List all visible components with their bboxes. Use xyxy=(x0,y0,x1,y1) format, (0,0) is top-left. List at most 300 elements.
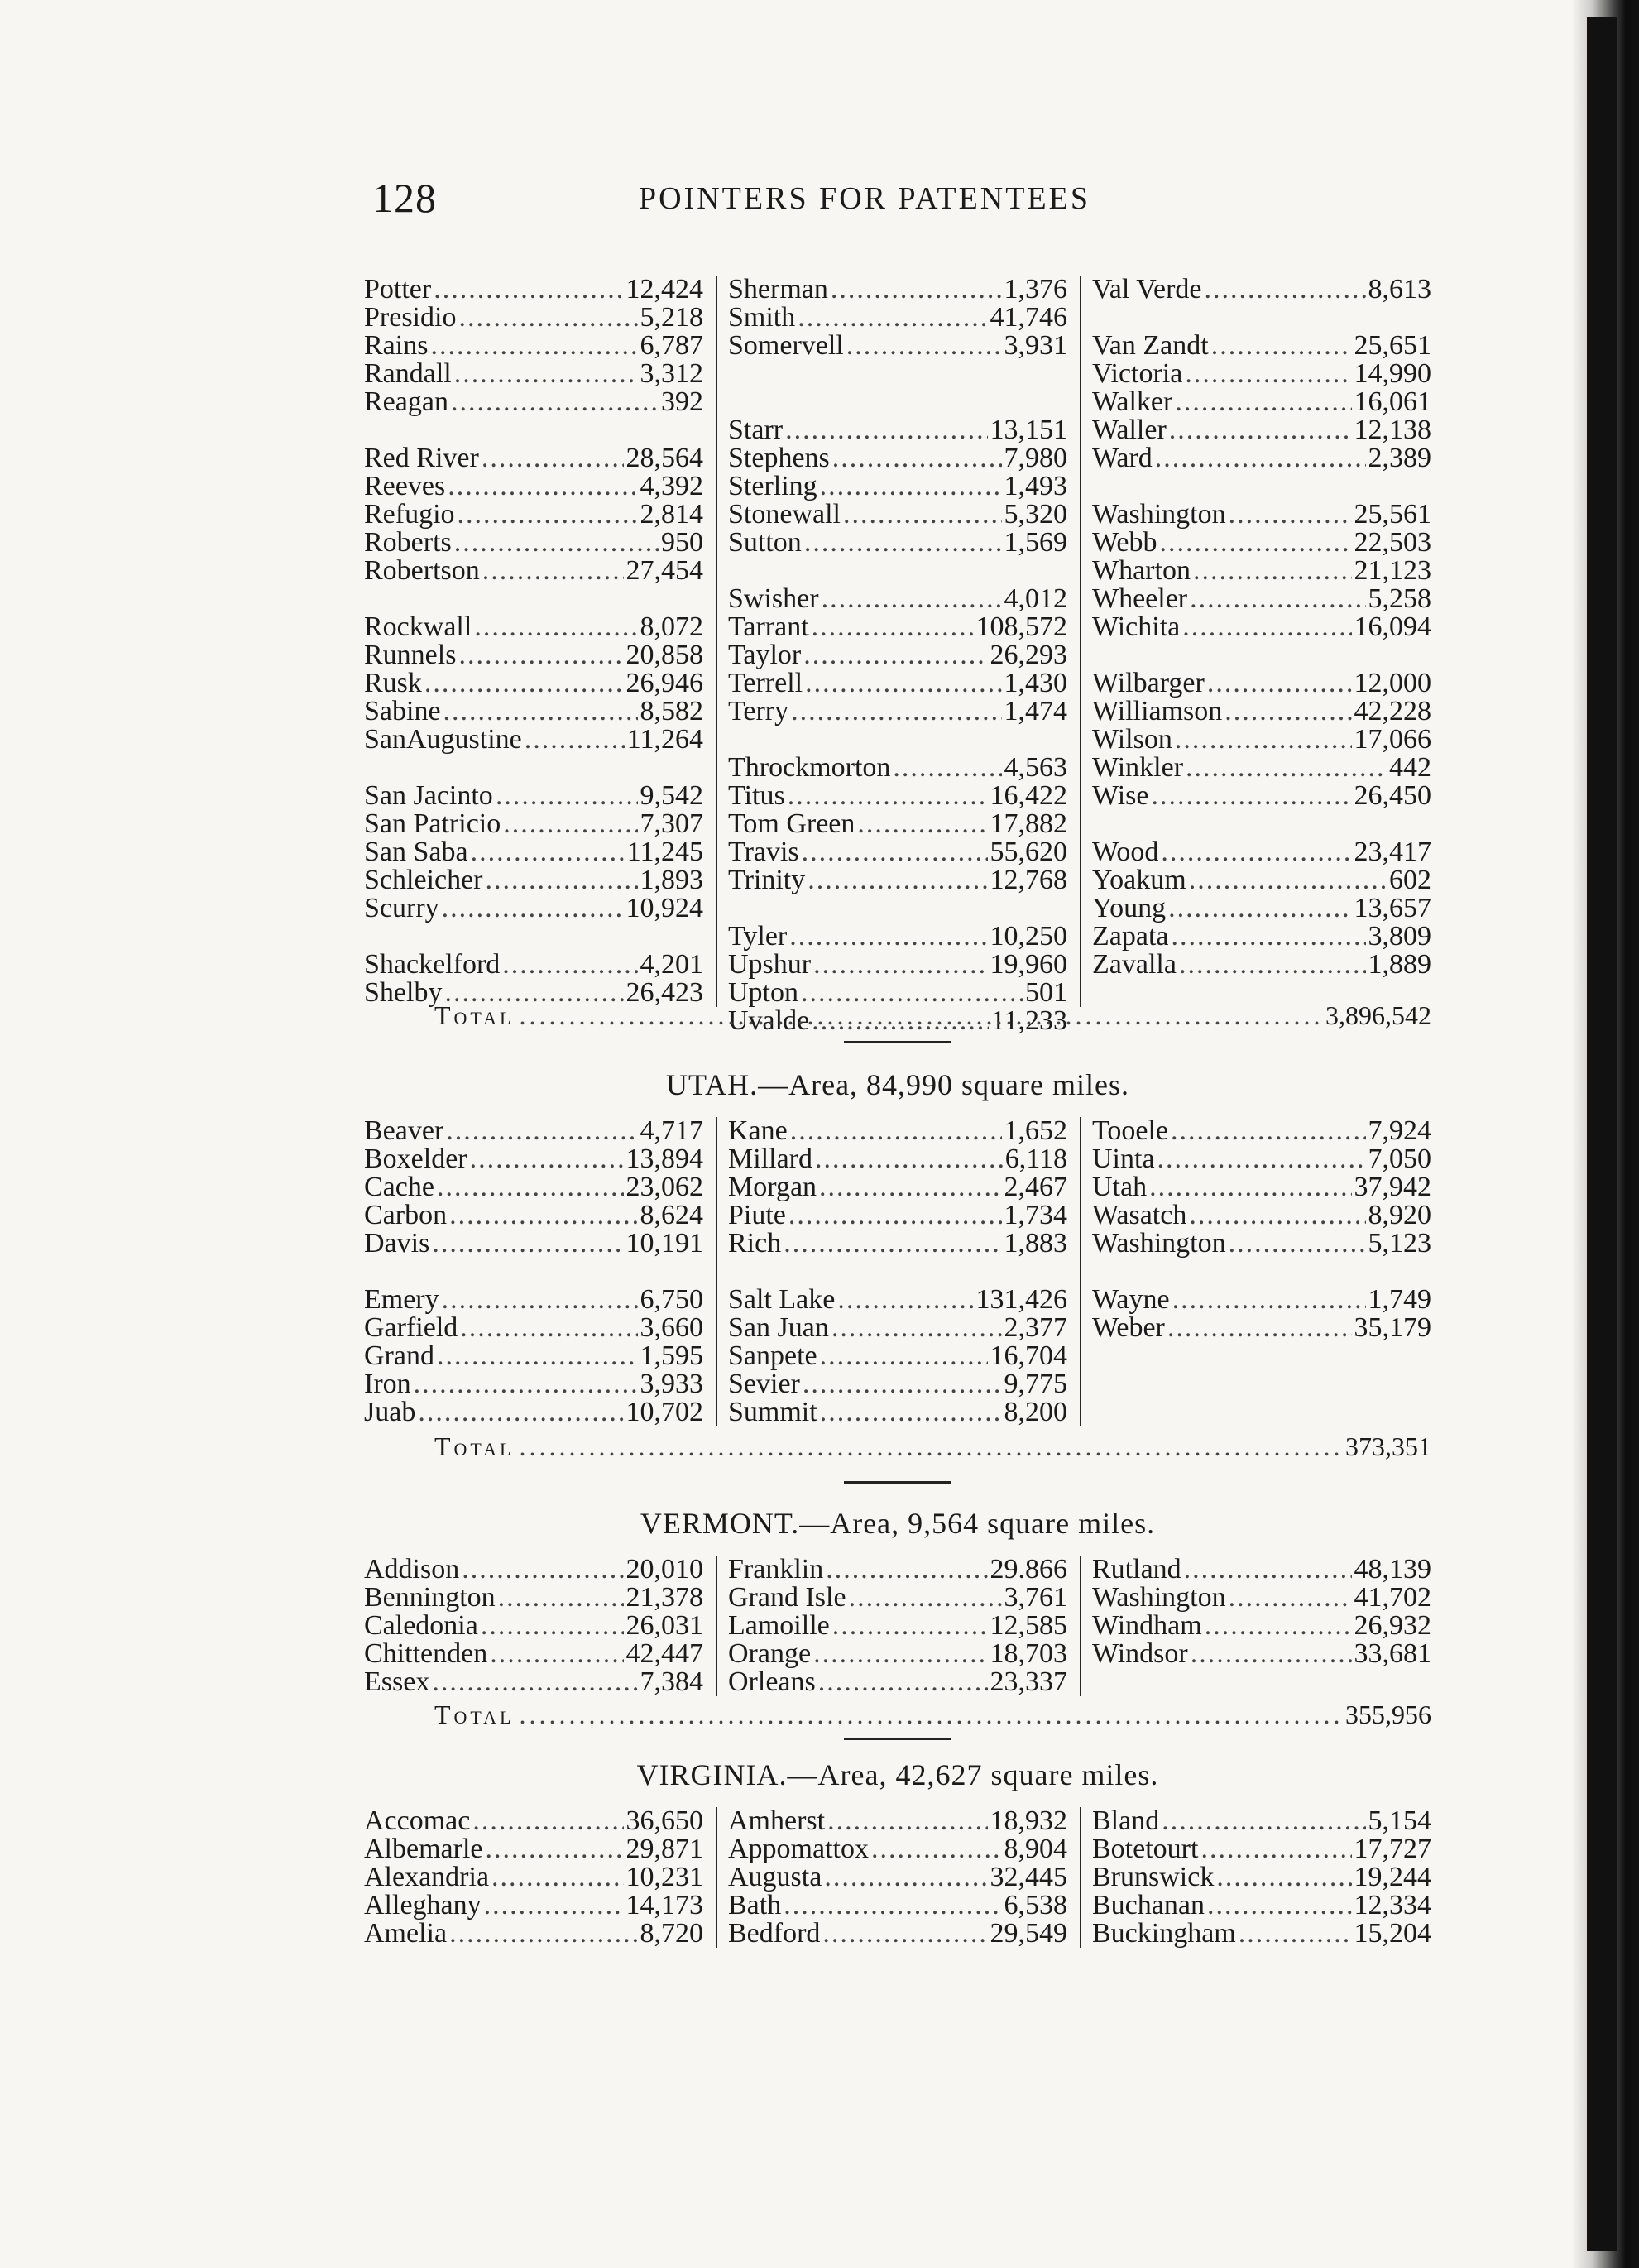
county-population: 17,882 xyxy=(990,808,1067,839)
county-population: 12,768 xyxy=(990,865,1067,895)
county-entry xyxy=(728,1201,1067,1230)
county-entry xyxy=(1092,754,1431,782)
row-gap xyxy=(728,1258,1067,1286)
leader-dots xyxy=(525,726,625,754)
leader-dots xyxy=(843,501,1002,529)
county-name: Robertson xyxy=(364,555,480,586)
county-name: Ward xyxy=(1092,443,1153,473)
county-population: 1,430 xyxy=(1004,668,1067,698)
county-name: Schleicher xyxy=(364,865,483,895)
county-entry xyxy=(1092,1556,1431,1584)
leader-dots xyxy=(1175,726,1352,754)
leader-dots xyxy=(824,1863,987,1892)
county-name: San Juan xyxy=(728,1312,829,1343)
county-name: Beaver xyxy=(364,1115,444,1146)
leader-dots xyxy=(1179,951,1366,979)
leader-dots xyxy=(1161,838,1351,866)
county-entry xyxy=(728,416,1067,444)
leader-dots xyxy=(1205,276,1366,304)
county-name: Iron xyxy=(364,1369,411,1399)
county-entry xyxy=(364,669,703,698)
county-population: 28,564 xyxy=(625,443,703,473)
leader-dots xyxy=(791,698,1001,726)
county-population: 3,931 xyxy=(1004,330,1067,361)
texas-column-1 xyxy=(364,276,703,1007)
county-name: Weber xyxy=(1092,1312,1165,1343)
leader-dots xyxy=(831,276,1002,304)
county-name: Shackelford xyxy=(364,949,501,980)
leader-dots xyxy=(1205,1612,1352,1640)
county-population: 602 xyxy=(1389,865,1431,895)
county-name: Smith xyxy=(728,302,796,333)
leader-dots xyxy=(486,866,638,894)
county-name: SanAugustine xyxy=(364,724,522,755)
leader-dots xyxy=(857,810,987,838)
texas-total-value: 3,896,542 xyxy=(1325,1000,1431,1030)
leader-dots xyxy=(1216,1863,1351,1892)
row-gap xyxy=(1092,304,1431,332)
county-population: 16,422 xyxy=(990,780,1067,811)
county-entry xyxy=(728,1398,1067,1426)
county-name: Emery xyxy=(364,1284,439,1315)
county-population: 1,376 xyxy=(1004,274,1067,304)
county-name: Yoakum xyxy=(1092,865,1186,895)
running-title: POINTERS FOR PATENTEES xyxy=(639,181,1091,216)
county-entry xyxy=(728,444,1067,472)
county-population: 37,942 xyxy=(1354,1172,1431,1202)
leader-dots xyxy=(832,1612,988,1640)
county-population: 22,503 xyxy=(1354,527,1431,558)
leader-dots xyxy=(1149,1173,1351,1201)
leader-dots xyxy=(1229,501,1352,529)
county-population: 18,932 xyxy=(990,1805,1067,1836)
county-name: Throckmorton xyxy=(728,752,891,783)
row-gap xyxy=(364,1258,703,1286)
county-name: Tyler xyxy=(728,921,788,952)
county-entry xyxy=(364,1286,703,1314)
column-divider xyxy=(716,276,717,1007)
county-name: Wheeler xyxy=(1092,583,1188,614)
county-population: 8,720 xyxy=(640,1918,703,1949)
virginia-column-1 xyxy=(364,1807,703,1948)
county-entry xyxy=(364,1556,703,1584)
county-name: Albemarle xyxy=(364,1834,483,1864)
leader-dots xyxy=(1190,585,1365,613)
county-name: Millard xyxy=(728,1144,812,1174)
county-population: 1,893 xyxy=(640,865,703,895)
county-name: San Patricio xyxy=(364,808,501,839)
leader-dots xyxy=(414,1370,638,1398)
texas-column-2 xyxy=(728,276,1067,1035)
county-name: Wasatch xyxy=(1092,1200,1187,1230)
county-name: Grand xyxy=(364,1340,434,1371)
utah-total-row xyxy=(434,1431,1431,1465)
county-entry xyxy=(728,1370,1067,1398)
row-gap xyxy=(364,416,703,444)
county-entry xyxy=(1092,416,1431,444)
county-entry xyxy=(728,1314,1067,1342)
county-population: 55,620 xyxy=(990,837,1067,867)
column-divider xyxy=(716,1807,717,1948)
county-entry xyxy=(1092,951,1431,979)
county-population: 3,761 xyxy=(1004,1582,1067,1613)
county-population: 18,703 xyxy=(990,1638,1067,1669)
county-population: 25,651 xyxy=(1354,330,1431,361)
county-entry xyxy=(1092,444,1431,472)
leader-dots xyxy=(1211,332,1352,360)
county-entry xyxy=(728,782,1067,810)
county-name: Upton xyxy=(728,977,798,1008)
county-population: 7,924 xyxy=(1368,1115,1431,1146)
leader-dots xyxy=(1229,1230,1366,1258)
county-name: Washington xyxy=(1092,499,1226,530)
county-population: 21,123 xyxy=(1354,555,1431,586)
vermont-column-1 xyxy=(364,1556,703,1696)
county-name: Shelby xyxy=(364,977,443,1008)
county-entry xyxy=(364,444,703,472)
county-name: Travis xyxy=(728,837,799,867)
leader-dots xyxy=(802,838,988,866)
virginia-heading: VIRGINIA.—Area, 42,627 square miles. xyxy=(636,1758,1159,1791)
county-entry xyxy=(728,669,1067,698)
column-divider xyxy=(1080,1807,1081,1948)
county-entry xyxy=(728,472,1067,501)
county-entry xyxy=(728,529,1067,557)
county-population: 13,657 xyxy=(1354,893,1431,923)
county-entry xyxy=(728,1230,1067,1258)
county-name: Appomattox xyxy=(728,1834,869,1864)
county-population: 10,250 xyxy=(990,921,1067,952)
leader-dots xyxy=(871,1835,1002,1863)
county-population: 21,378 xyxy=(625,1582,703,1613)
county-entry xyxy=(728,1835,1067,1863)
leader-dots xyxy=(503,810,637,838)
leader-dots xyxy=(458,304,637,332)
leader-dots xyxy=(460,1314,637,1342)
leader-dots xyxy=(486,1835,624,1863)
county-entry xyxy=(1092,698,1431,726)
county-population: 8,904 xyxy=(1004,1834,1067,1864)
county-name: Accomac xyxy=(364,1805,471,1836)
county-population: 3,660 xyxy=(640,1312,703,1343)
county-entry xyxy=(364,726,703,754)
county-name: Franklin xyxy=(728,1554,824,1585)
county-population: 14,990 xyxy=(1354,358,1431,389)
vermont-total-row xyxy=(434,1700,1431,1733)
county-name: Waller xyxy=(1092,415,1167,445)
county-entry xyxy=(364,557,703,585)
county-entry xyxy=(1092,894,1431,923)
county-name: Piute xyxy=(728,1200,786,1230)
county-name: Tarrant xyxy=(728,611,809,642)
row-gap xyxy=(364,923,703,951)
leader-dots xyxy=(813,1640,987,1668)
county-population: 8,582 xyxy=(640,696,703,726)
county-entry xyxy=(728,1173,1067,1201)
county-population: 1,889 xyxy=(1368,949,1431,980)
leader-dots xyxy=(808,866,987,894)
page-header xyxy=(364,174,1440,223)
leader-dots xyxy=(430,332,637,360)
county-entry xyxy=(1092,1640,1431,1668)
county-name: Sutton xyxy=(728,527,802,558)
leader-dots xyxy=(822,1920,987,1948)
county-population: 17,066 xyxy=(1354,724,1431,755)
page-number: 128 xyxy=(372,175,437,221)
leader-dots xyxy=(502,951,637,979)
leader-dots xyxy=(446,1117,637,1145)
leader-dots xyxy=(789,923,987,951)
county-name: Wichita xyxy=(1092,611,1181,642)
section-divider-rule xyxy=(844,1481,951,1484)
county-name: Tom Green xyxy=(728,808,855,839)
county-entry xyxy=(364,1863,703,1892)
county-entry xyxy=(364,951,703,979)
county-population: 17,727 xyxy=(1354,1834,1431,1864)
county-name: San Saba xyxy=(364,837,468,867)
county-population: 4,012 xyxy=(1004,583,1067,614)
leader-dots xyxy=(484,1892,624,1920)
county-name: Bennington xyxy=(364,1582,496,1613)
leader-dots xyxy=(1159,529,1351,557)
leader-dots xyxy=(818,1668,988,1696)
county-population: 33,681 xyxy=(1354,1638,1431,1669)
county-entry xyxy=(364,332,703,360)
leader-dots xyxy=(1193,557,1352,585)
leader-dots xyxy=(449,1920,637,1948)
county-entry xyxy=(364,1584,703,1612)
county-name: Young xyxy=(1092,893,1167,923)
county-population: 41,702 xyxy=(1354,1582,1431,1613)
county-name: Swisher xyxy=(728,583,819,614)
county-entry xyxy=(728,1556,1067,1584)
leader-dots xyxy=(1172,923,1366,951)
county-entry xyxy=(728,866,1067,894)
leader-dots xyxy=(803,1370,1002,1398)
county-entry xyxy=(1092,923,1431,951)
county-population: 442 xyxy=(1389,752,1431,783)
county-population: 4,392 xyxy=(640,471,703,501)
county-name: Alleghany xyxy=(364,1890,482,1920)
county-population: 41,746 xyxy=(990,302,1067,333)
leader-dots xyxy=(1189,866,1387,894)
county-name: Chittenden xyxy=(364,1638,488,1669)
row-gap xyxy=(728,726,1067,754)
county-entry xyxy=(364,529,703,557)
leader-dots xyxy=(1189,1201,1365,1230)
county-population: 16,061 xyxy=(1354,386,1431,417)
leader-dots xyxy=(849,1584,1002,1612)
county-population: 7,307 xyxy=(640,808,703,839)
county-name: Alexandria xyxy=(364,1862,490,1892)
leader-dots xyxy=(418,1398,623,1426)
county-name: Victoria xyxy=(1092,358,1183,389)
county-entry xyxy=(728,923,1067,951)
county-entry xyxy=(1092,557,1431,585)
leader-dots xyxy=(1162,1807,1365,1835)
leader-dots xyxy=(1200,1835,1351,1863)
county-name: Kane xyxy=(728,1115,788,1146)
county-entry xyxy=(1092,1920,1431,1948)
county-population: 6,787 xyxy=(640,330,703,361)
county-entry xyxy=(364,388,703,416)
county-name: Garfield xyxy=(364,1312,458,1343)
vermont-total-value: 355,956 xyxy=(1345,1700,1431,1729)
county-population: 4,563 xyxy=(1004,752,1067,783)
county-population: 1,474 xyxy=(1004,696,1067,726)
county-name: Carbon xyxy=(364,1200,448,1230)
county-population: 108,572 xyxy=(975,611,1067,642)
virginia-column-3 xyxy=(1092,1807,1431,1948)
leader-dots xyxy=(1152,782,1352,810)
county-population: 5,320 xyxy=(1004,499,1067,530)
leader-dots xyxy=(1167,1314,1352,1342)
leader-dots xyxy=(458,501,638,529)
leader-dots xyxy=(819,1173,1001,1201)
leader-dots xyxy=(437,1342,638,1370)
total-label: Total xyxy=(434,1431,515,1461)
county-name: San Jacinto xyxy=(364,780,493,811)
county-entry xyxy=(728,1342,1067,1370)
county-population: 15,204 xyxy=(1354,1918,1431,1949)
county-name: Williamson xyxy=(1092,696,1223,726)
county-entry xyxy=(364,501,703,529)
county-name: Van Zandt xyxy=(1092,330,1209,361)
county-population: 1,569 xyxy=(1004,527,1067,558)
county-name: Presidio xyxy=(364,302,457,333)
leader-dots xyxy=(827,1807,987,1835)
leader-dots xyxy=(1207,1892,1352,1920)
leader-dots xyxy=(812,613,974,641)
leader-dots xyxy=(482,444,624,472)
county-entry xyxy=(728,304,1067,332)
county-entry xyxy=(364,472,703,501)
county-entry xyxy=(1092,782,1431,810)
county-entry xyxy=(1092,1117,1431,1145)
leader-dots xyxy=(451,388,659,416)
county-entry xyxy=(1092,276,1431,304)
county-entry xyxy=(1092,1286,1431,1314)
county-population: 12,585 xyxy=(990,1610,1067,1641)
county-population: 9,542 xyxy=(640,780,703,811)
leader-dots xyxy=(434,276,623,304)
utah-heading: UTAH.—Area, 84,990 square miles. xyxy=(666,1068,1129,1101)
county-population: 1,749 xyxy=(1368,1284,1431,1315)
county-name: Utah xyxy=(1092,1172,1148,1202)
leader-dots xyxy=(820,1342,988,1370)
county-population: 32,445 xyxy=(990,1862,1067,1892)
county-population: 131,426 xyxy=(975,1284,1067,1315)
county-entry xyxy=(728,501,1067,529)
leader-dots xyxy=(448,472,637,501)
row-gap xyxy=(364,754,703,782)
county-population: 25,561 xyxy=(1354,499,1431,530)
utah-column-2 xyxy=(728,1117,1067,1426)
county-population: 3,933 xyxy=(640,1369,703,1399)
section-divider-rule xyxy=(844,1041,951,1043)
book-gutter-edge xyxy=(1587,17,1617,2251)
county-name: Caledonia xyxy=(364,1610,478,1641)
county-entry xyxy=(1092,1201,1431,1230)
county-name: Washington xyxy=(1092,1582,1226,1613)
vermont-column-2 xyxy=(728,1556,1067,1696)
county-entry xyxy=(728,1286,1067,1314)
county-population: 1,734 xyxy=(1004,1200,1067,1230)
county-name: Randall xyxy=(364,358,452,389)
county-name: Stephens xyxy=(728,443,830,473)
total-label: Total xyxy=(434,1700,515,1729)
county-entry xyxy=(1092,360,1431,388)
row-gap xyxy=(1092,472,1431,501)
county-name: Somervell xyxy=(728,330,844,361)
county-population: 1,883 xyxy=(1004,1228,1067,1259)
county-entry xyxy=(728,754,1067,782)
county-entry xyxy=(728,1920,1067,1948)
county-name: Uvalde xyxy=(728,1005,810,1036)
leader-dots xyxy=(846,332,1002,360)
leader-dots xyxy=(820,472,1002,501)
county-population: 2,389 xyxy=(1368,443,1431,473)
county-entry xyxy=(364,894,703,923)
county-population: 5,258 xyxy=(1368,583,1431,614)
leader-dots xyxy=(432,1230,623,1258)
county-population: 26,423 xyxy=(625,977,703,1008)
texas-column-3 xyxy=(1092,276,1431,979)
leader-dots xyxy=(790,1117,1002,1145)
county-entry xyxy=(364,1314,703,1342)
county-population: 5,123 xyxy=(1368,1228,1431,1259)
county-entry xyxy=(1092,501,1431,529)
county-population: 20,858 xyxy=(625,640,703,670)
row-gap xyxy=(364,585,703,613)
county-entry xyxy=(1092,1612,1431,1640)
county-population: 8,200 xyxy=(1004,1397,1067,1427)
row-gap xyxy=(728,388,1067,416)
row-gap xyxy=(728,894,1067,923)
leader-dots xyxy=(449,1201,637,1230)
leader-dots xyxy=(491,1863,623,1892)
county-population: 2,377 xyxy=(1004,1312,1067,1343)
county-entry xyxy=(1092,529,1431,557)
county-population: 3,809 xyxy=(1368,921,1431,952)
county-entry xyxy=(364,360,703,388)
county-name: Bath xyxy=(728,1890,782,1920)
leader-dots xyxy=(815,1145,1003,1173)
county-name: Rockwall xyxy=(364,611,472,642)
county-population: 48,139 xyxy=(1354,1554,1431,1585)
county-entry xyxy=(364,1201,703,1230)
county-entry xyxy=(1092,1807,1431,1835)
leader-dots xyxy=(788,1201,1002,1230)
county-population: 1,493 xyxy=(1004,471,1067,501)
column-divider xyxy=(1080,1556,1081,1696)
county-entry xyxy=(728,951,1067,979)
leader-dots xyxy=(454,529,659,557)
county-name: Addison xyxy=(364,1554,460,1585)
county-population: 29,549 xyxy=(990,1918,1067,1949)
county-name: Lamoille xyxy=(728,1610,830,1641)
county-population: 8,072 xyxy=(640,611,703,642)
county-name: Essex xyxy=(364,1666,430,1697)
county-population: 501 xyxy=(1025,977,1067,1008)
county-population: 26,946 xyxy=(625,668,703,698)
leader-dots xyxy=(490,1640,623,1668)
county-entry xyxy=(364,1173,703,1201)
total-label: Total xyxy=(434,1000,515,1030)
county-entry xyxy=(1092,1835,1431,1863)
county-name: Rutland xyxy=(1092,1554,1181,1585)
county-entry xyxy=(364,1117,703,1145)
